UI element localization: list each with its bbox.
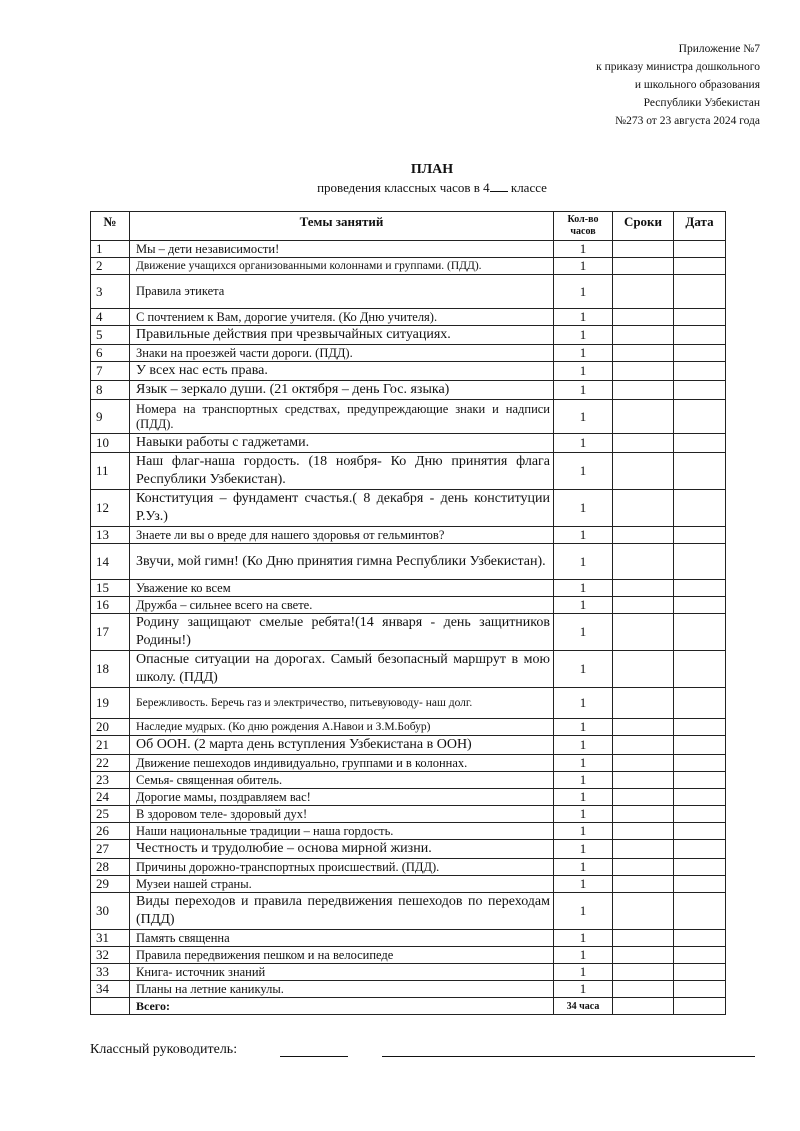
row-topic: Причины дорожно-транспортных происшествий. (ПДД). <box>130 859 554 876</box>
row-topic: Номера на транспортных средствах, предупреждающие знаки и надписи (ПДД). <box>130 400 554 434</box>
row-number: 32 <box>91 947 130 964</box>
header-dates: Сроки <box>613 212 674 241</box>
row-topic: Семья- священная обитель. <box>130 772 554 789</box>
header-topic: Темы занятий <box>130 212 554 241</box>
row-date-cell <box>674 434 726 453</box>
table-row <box>91 527 726 544</box>
row-topic: Правила передвижения пешком и на велосипеде <box>130 947 554 964</box>
row-hours: 1 <box>554 806 613 823</box>
table-row <box>91 275 726 309</box>
row-number: 9 <box>91 400 130 434</box>
appendix-line: к приказу министра дошкольного <box>596 61 760 73</box>
row-dates-cell <box>613 614 674 651</box>
row-dates-cell <box>613 326 674 345</box>
total-row <box>91 998 726 1015</box>
header-hours: Кол-во часов <box>554 212 613 241</box>
row-date-cell <box>674 736 726 755</box>
row-dates-cell <box>613 893 674 930</box>
row-dates-cell <box>613 964 674 981</box>
row-topic: Звучи, мой гимн! (Ко Дню принятия гимна Республики Узбекистан). <box>130 544 554 580</box>
row-topic: Правильные действия при чрезвычайных ситуациях. <box>130 326 554 345</box>
row-hours: 1 <box>554 736 613 755</box>
table-row <box>91 688 726 719</box>
row-number: 6 <box>91 345 130 362</box>
row-dates-cell <box>613 981 674 998</box>
row-topic: Опасные ситуации на дорогах. Самый безопасный маршрут в мою школу. (ПДД) <box>130 651 554 688</box>
table-row <box>91 930 726 947</box>
row-number: 30 <box>91 893 130 930</box>
appendix-block <box>460 40 760 130</box>
plan-table <box>90 211 726 1015</box>
row-number: 5 <box>91 326 130 345</box>
row-topic: Об ООН. (2 марта день вступления Узбекистана в ООН) <box>130 736 554 755</box>
table-row <box>91 840 726 859</box>
row-number: 26 <box>91 823 130 840</box>
name-line <box>382 1056 755 1057</box>
row-dates-cell <box>613 490 674 527</box>
row-number: 4 <box>91 309 130 326</box>
row-number: 27 <box>91 840 130 859</box>
table-row <box>91 362 726 381</box>
table-row <box>91 453 726 490</box>
row-hours: 1 <box>554 876 613 893</box>
total-hours: 34 часа <box>554 998 613 1015</box>
table-row <box>91 789 726 806</box>
table-row <box>91 597 726 614</box>
table-row <box>91 614 726 651</box>
appendix-line: Республики Узбекистан <box>643 97 760 109</box>
row-dates-cell <box>613 736 674 755</box>
table-row <box>91 806 726 823</box>
row-topic: Наследие мудрых. (Ко дню рождения А.Навои и З.М.Бобур) <box>130 719 554 736</box>
row-date-cell <box>674 719 726 736</box>
row-topic: Знаки на проезжей части дороги. (ПДД). <box>130 345 554 362</box>
total-label: Всего: <box>130 998 554 1015</box>
row-dates-cell <box>613 755 674 772</box>
table-row <box>91 258 726 275</box>
table-row <box>91 434 726 453</box>
class-letter-blank <box>490 180 508 192</box>
row-topic: Правила этикета <box>130 275 554 309</box>
table-row <box>91 893 726 930</box>
row-number: 34 <box>91 981 130 998</box>
table-row <box>91 772 726 789</box>
row-topic: Книга- источник знаний <box>130 964 554 981</box>
row-date-cell <box>674 258 726 275</box>
table-row <box>91 490 726 527</box>
row-topic: Родину защищают смелые ребята!(14 января - день защитников Родины!) <box>130 614 554 651</box>
total-date-cell <box>674 998 726 1015</box>
table-row <box>91 345 726 362</box>
row-topic: Честность и трудолюбие – основа мирной жизни. <box>130 840 554 859</box>
row-topic: Музеи нашей страны. <box>130 876 554 893</box>
row-number: 11 <box>91 453 130 490</box>
row-date-cell <box>674 876 726 893</box>
row-date-cell <box>674 241 726 258</box>
row-dates-cell <box>613 876 674 893</box>
row-topic: В здоровом теле- здоровый дух! <box>130 806 554 823</box>
row-topic: Уважение ко всем <box>130 580 554 597</box>
row-date-cell <box>674 964 726 981</box>
row-hours: 1 <box>554 275 613 309</box>
row-date-cell <box>674 326 726 345</box>
header-num: № <box>91 212 130 241</box>
row-date-cell <box>674 614 726 651</box>
row-date-cell <box>674 651 726 688</box>
row-dates-cell <box>613 434 674 453</box>
row-dates-cell <box>613 309 674 326</box>
row-date-cell <box>674 947 726 964</box>
table-row <box>91 544 726 580</box>
row-date-cell <box>674 789 726 806</box>
row-hours: 1 <box>554 597 613 614</box>
row-hours: 1 <box>554 688 613 719</box>
row-number: 24 <box>91 789 130 806</box>
row-dates-cell <box>613 859 674 876</box>
row-date-cell <box>674 381 726 400</box>
row-dates-cell <box>613 840 674 859</box>
row-date-cell <box>674 544 726 580</box>
table-row <box>91 736 726 755</box>
row-hours: 1 <box>554 345 613 362</box>
table-row <box>91 947 726 964</box>
row-hours: 1 <box>554 544 613 580</box>
table-header-row <box>91 212 726 241</box>
row-number: 17 <box>91 614 130 651</box>
table-row <box>91 964 726 981</box>
row-topic: Виды переходов и правила передвижения пешеходов по переходам (ПДД) <box>130 893 554 930</box>
row-dates-cell <box>613 806 674 823</box>
row-number: 15 <box>91 580 130 597</box>
row-hours: 1 <box>554 614 613 651</box>
signature-block <box>90 1042 755 1058</box>
signature-line <box>280 1056 348 1057</box>
row-date-cell <box>674 859 726 876</box>
row-dates-cell <box>613 789 674 806</box>
row-dates-cell <box>613 258 674 275</box>
row-topic: Бережливость. Беречь газ и электричество, питьевуюводу- наш долг. <box>130 688 554 719</box>
row-date-cell <box>674 806 726 823</box>
row-number: 19 <box>91 688 130 719</box>
row-hours: 1 <box>554 527 613 544</box>
table-body <box>91 241 726 1015</box>
row-hours: 1 <box>554 789 613 806</box>
row-number: 13 <box>91 527 130 544</box>
row-number: 21 <box>91 736 130 755</box>
row-number: 33 <box>91 964 130 981</box>
row-topic: Навыки работы с гаджетами. <box>130 434 554 453</box>
plan-subtitle <box>0 180 800 196</box>
row-dates-cell <box>613 527 674 544</box>
row-dates-cell <box>613 241 674 258</box>
row-number: 7 <box>91 362 130 381</box>
row-date-cell <box>674 309 726 326</box>
row-topic: Язык – зеркало души. (21 октября – день Гос. языка) <box>130 381 554 400</box>
row-number: 16 <box>91 597 130 614</box>
row-dates-cell <box>613 719 674 736</box>
row-dates-cell <box>613 345 674 362</box>
table-row <box>91 580 726 597</box>
row-dates-cell <box>613 688 674 719</box>
row-topic: Знаете ли вы о вреде для нашего здоровья от гельминтов? <box>130 527 554 544</box>
row-topic: У всех нас есть права. <box>130 362 554 381</box>
row-hours: 1 <box>554 434 613 453</box>
row-number: 29 <box>91 876 130 893</box>
row-hours: 1 <box>554 362 613 381</box>
row-date-cell <box>674 893 726 930</box>
row-topic: Движение учащихся организованными колоннами и группами. (ПДД). <box>130 258 554 275</box>
row-hours: 1 <box>554 719 613 736</box>
row-date-cell <box>674 688 726 719</box>
row-number: 12 <box>91 490 130 527</box>
total-dates-cell <box>613 998 674 1015</box>
row-hours: 1 <box>554 840 613 859</box>
table-row <box>91 981 726 998</box>
row-number: 8 <box>91 381 130 400</box>
row-hours: 1 <box>554 930 613 947</box>
row-date-cell <box>674 453 726 490</box>
row-dates-cell <box>613 580 674 597</box>
row-hours: 1 <box>554 453 613 490</box>
plan-title: ПЛАН <box>410 162 454 177</box>
row-hours: 1 <box>554 893 613 930</box>
row-hours: 1 <box>554 400 613 434</box>
table-row <box>91 651 726 688</box>
row-number: 10 <box>91 434 130 453</box>
row-topic: Планы на летние каникулы. <box>130 981 554 998</box>
subtitle-prefix: проведения классных часов в 4 <box>317 180 490 195</box>
row-dates-cell <box>613 772 674 789</box>
row-number: 14 <box>91 544 130 580</box>
appendix-line: №273 от 23 августа 2024 года <box>615 115 760 127</box>
row-date-cell <box>674 400 726 434</box>
row-hours: 1 <box>554 981 613 998</box>
row-topic: Мы – дети независимости! <box>130 241 554 258</box>
header-date: Дата <box>674 212 726 241</box>
row-hours: 1 <box>554 823 613 840</box>
row-topic: С почтением к Вам, дорогие учителя. (Ко Дню учителя). <box>130 309 554 326</box>
row-hours: 1 <box>554 309 613 326</box>
row-date-cell <box>674 490 726 527</box>
row-hours: 1 <box>554 326 613 345</box>
row-hours: 1 <box>554 651 613 688</box>
appendix-line: Приложение №7 <box>678 43 760 55</box>
table-row <box>91 823 726 840</box>
total-num-cell <box>91 998 130 1015</box>
row-date-cell <box>674 755 726 772</box>
row-date-cell <box>674 362 726 381</box>
table-row <box>91 400 726 434</box>
row-topic: Дорогие мамы, поздравляем вас! <box>130 789 554 806</box>
row-dates-cell <box>613 400 674 434</box>
row-date-cell <box>674 930 726 947</box>
row-date-cell <box>674 275 726 309</box>
row-date-cell <box>674 981 726 998</box>
row-hours: 1 <box>554 772 613 789</box>
table-row <box>91 719 726 736</box>
row-hours: 1 <box>554 490 613 527</box>
table-row <box>91 381 726 400</box>
row-number: 25 <box>91 806 130 823</box>
row-hours: 1 <box>554 755 613 772</box>
table-row <box>91 876 726 893</box>
table-row <box>91 309 726 326</box>
row-dates-cell <box>613 947 674 964</box>
row-dates-cell <box>613 651 674 688</box>
row-dates-cell <box>613 453 674 490</box>
row-dates-cell <box>613 544 674 580</box>
row-hours: 1 <box>554 947 613 964</box>
row-date-cell <box>674 527 726 544</box>
row-number: 18 <box>91 651 130 688</box>
row-number: 3 <box>91 275 130 309</box>
table-row <box>91 326 726 345</box>
row-number: 1 <box>91 241 130 258</box>
row-dates-cell <box>613 930 674 947</box>
row-date-cell <box>674 597 726 614</box>
row-hours: 1 <box>554 964 613 981</box>
row-date-cell <box>674 823 726 840</box>
row-number: 31 <box>91 930 130 947</box>
row-dates-cell <box>613 823 674 840</box>
row-topic: Движение пешеходов индивидуально, группами и в колоннах. <box>130 755 554 772</box>
row-dates-cell <box>613 381 674 400</box>
row-hours: 1 <box>554 241 613 258</box>
row-number: 22 <box>91 755 130 772</box>
row-date-cell <box>674 840 726 859</box>
row-dates-cell <box>613 275 674 309</box>
row-topic: Наши национальные традиции – наша гордость. <box>130 823 554 840</box>
signature-label: Классный руководитель: <box>90 1042 238 1057</box>
row-topic: Наш флаг-наша гордость. (18 ноября- Ко Дню принятия флага Республики Узбекистан). <box>130 453 554 490</box>
row-topic: Память священна <box>130 930 554 947</box>
row-hours: 1 <box>554 580 613 597</box>
row-number: 2 <box>91 258 130 275</box>
table-row <box>91 859 726 876</box>
row-hours: 1 <box>554 258 613 275</box>
table-row <box>91 241 726 258</box>
row-hours: 1 <box>554 381 613 400</box>
appendix-line: и школьного образования <box>634 79 760 91</box>
subtitle-suffix: классе <box>507 180 547 195</box>
row-dates-cell <box>613 597 674 614</box>
row-topic: Дружба – сильнее всего на свете. <box>130 597 554 614</box>
row-date-cell <box>674 580 726 597</box>
row-date-cell <box>674 345 726 362</box>
row-topic: Конституция – фундамент счастья.( 8 декабря - день конституции Р.Уз.) <box>130 490 554 527</box>
row-number: 23 <box>91 772 130 789</box>
row-hours: 1 <box>554 859 613 876</box>
row-number: 28 <box>91 859 130 876</box>
row-number: 20 <box>91 719 130 736</box>
row-dates-cell <box>613 362 674 381</box>
table-row <box>91 755 726 772</box>
row-date-cell <box>674 772 726 789</box>
